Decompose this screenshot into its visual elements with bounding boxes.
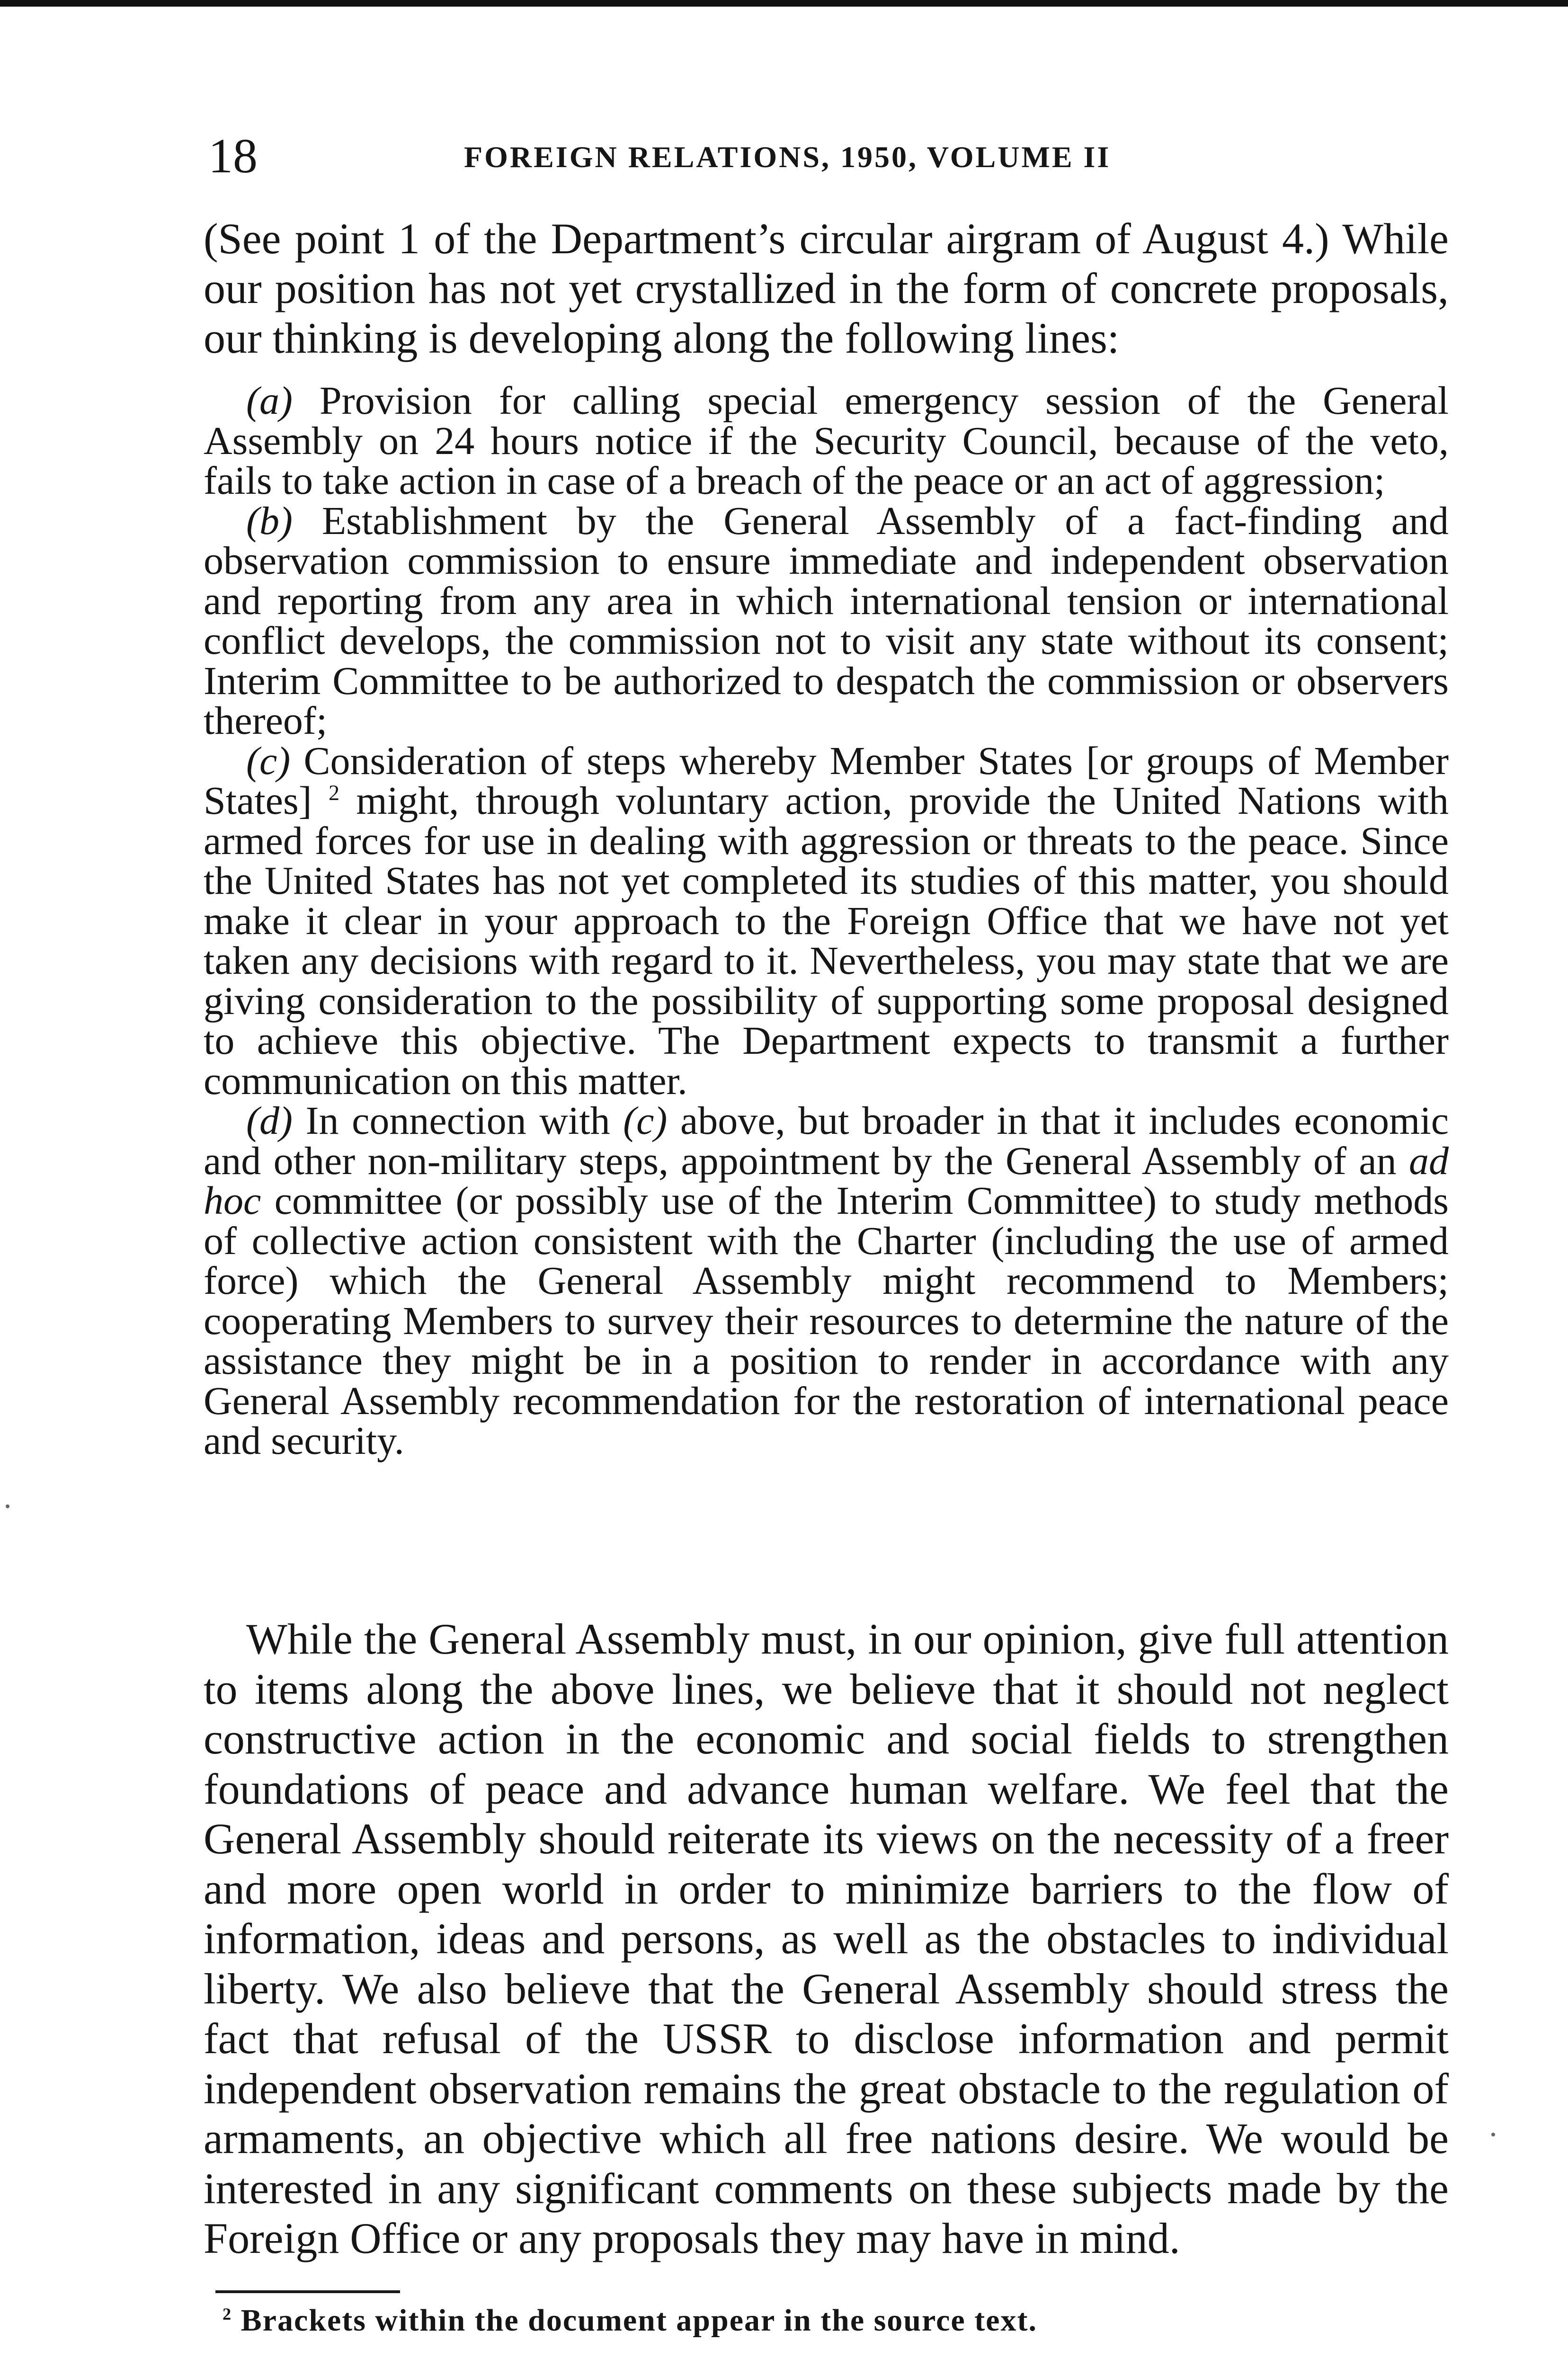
- list-ref-c: (c): [623, 1099, 668, 1143]
- list-item-d: [204, 1101, 1449, 1461]
- list-item-a: [204, 381, 1449, 501]
- page-header: [208, 128, 1458, 185]
- list-text-d-after: committee (or possibly use of the Interim Committee) to study methods of collective action consistent with the Charter (including the use of armed force) which the General Assembly might recommend to Members; cooperating Members to survey their resources to determine the nature of the assistance they might be in a position to render in accordance with any General Assembly recommendation for the restoration of international peace and security.: [204, 1179, 1449, 1463]
- list-label-b: (b): [246, 498, 293, 543]
- running-head: FOREIGN RELATIONS, 1950, VOLUME II: [464, 140, 1111, 174]
- italic-term: ad hoc: [204, 1139, 1449, 1223]
- list-text-b: Establishment by the General Assembly of a fact-finding and observation commission to ensure immediate and independent observation and reporting from any area in which international tension or international conflict develops, the commission not to visit any state without its consent; Interim Committee to be authorized to despatch the commission or observers thereof;: [204, 498, 1449, 743]
- footnote: [223, 2302, 1037, 2340]
- footnote-marker: 2: [328, 781, 340, 805]
- proposal-list: [204, 381, 1449, 1461]
- top-border-rule: [0, 0, 1568, 7]
- scan-speck: [1491, 2133, 1495, 2136]
- list-text-d-middle: above, but broader in that it includes economic and other non-military steps, appointment by the General Assembly of an: [204, 1099, 1449, 1183]
- page-number: 18: [208, 129, 258, 183]
- closing-paragraph: While the General Assembly must, in our opinion, give full attention to items along the above lines, we believe that it should not neglect constructive action in the economic and social fields to strengthen foundations of peace and advance human welfare. We feel that the General Assembly should reiterate its views on the necessity of a freer and more open world in order to minimize barriers to the flow of information, ideas and persons, as well as the obstacles to individual liberty. We also believe that the General Assembly should stress the fact that refusal of the USSR to disclose information and permit independent observation remains the great obstacle to the regulation of armaments, an objective which all free nations desire. We would be interested in any significant comments on these subjects made by the Foreign Office or any proposals they may have in mind.: [204, 1615, 1449, 2262]
- list-label-a: (a): [246, 379, 293, 423]
- list-text-c-before: Consideration of steps whereby Member States [or groups of Member States]: [204, 739, 1449, 823]
- intro-paragraph: (See point 1 of the Department’s circular airgram of August 4.) While our position has not yet crystallized in the form of concrete proposals, our thinking is developing along the following lines:: [204, 214, 1449, 362]
- list-label-c: (c): [246, 739, 291, 783]
- footnote-number: 2: [223, 2305, 232, 2323]
- footnote-divider: [215, 2290, 400, 2293]
- list-item-b: [204, 498, 1449, 743]
- list-text-c-after: might, through voluntary action, provide the United Nations with armed forces for use in dealing with aggression or threats to the peace. Since the United States has not yet completed its studies of this matter, you should make it clear in your approach to the Foreign Office that we have not yet taken any decisions with regard to it. Nevertheless, you may state that we are giving consideration to the possibility of supporting some proposal designed to achieve this objective. The Department expects to transmit a further communication on this matter.: [204, 779, 1449, 1103]
- scan-speck: [6, 1504, 9, 1508]
- list-item-c: [204, 741, 1449, 1102]
- list-text-d-before: In connection with: [305, 1099, 610, 1143]
- list-text-a: Provision for calling special emergency session of the General Assembly on 24 hours notice if the Security Council, because of the veto, fails to take action in case of a breach of the peace or an act of aggression;: [204, 379, 1449, 503]
- footnote-text: Brackets within the document appear in the source text.: [241, 2303, 1037, 2338]
- list-label-d: (d): [246, 1099, 293, 1143]
